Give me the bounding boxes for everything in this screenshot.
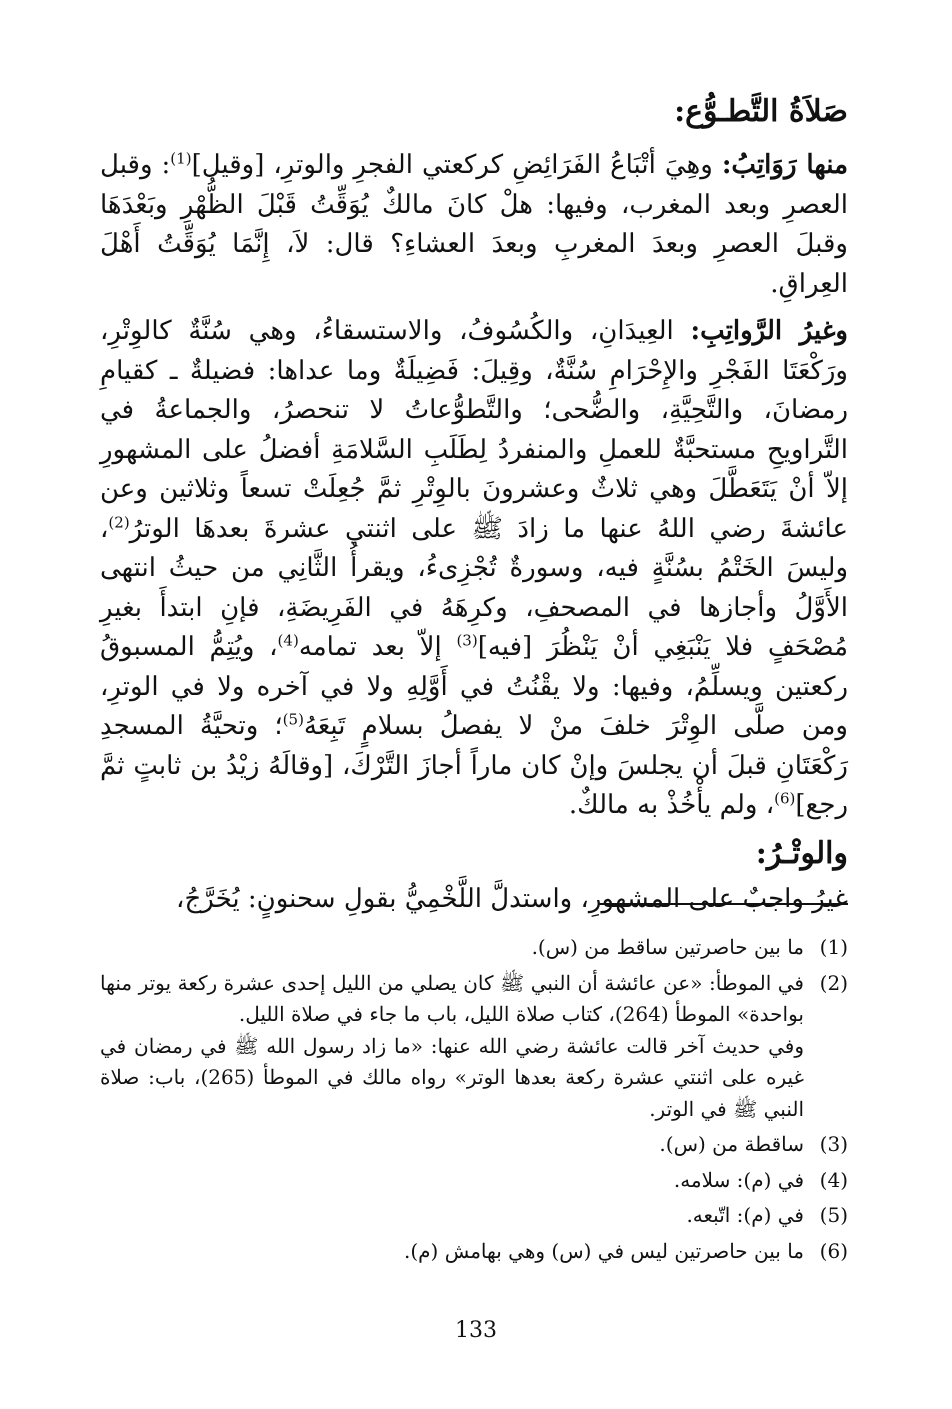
footnote-number: (5) (819, 1203, 848, 1227)
paragraph-text: : وقبل العصرِ وبعد المغرب، وفيها: هلْ كانَ مالكٌ يُوَقِّتُ قَبْلَ الظُّهْرِ وبَعْدَهَا وقبلَ العصرِ وبعدَ المغربِ وبعدَ العشاءِ؟ قال: لاَ، إِنَّمَا يُوَقِّتُ أَهْلَ العِراقِ. (100, 150, 848, 299)
footnote-marker-1: (1) (170, 149, 192, 168)
footnote-number: (3) (819, 1132, 848, 1156)
paragraph-text: ، ويُتِمُّ المسبوقُ ركعتين ويسلِّمُ، وفيها: ولا يقْنُتُ في أَوَّلِهِ ولا في آخره ولا في الوترِ، ومن صلَّى الوِتْرَ خلفَ منْ لا يفصلُ بسلامٍ تَبِعَهُ (100, 632, 848, 741)
footnotes-section (100, 932, 848, 1271)
footnote-line: ما بين حاصرتين ليس في (س) وهي بهامش (م). (404, 1238, 804, 1263)
footnote-item (100, 1200, 848, 1232)
footnote-line: ما بين حاصرتين ساقط من (س). (531, 935, 804, 959)
footnote-marker-5: (5) (282, 710, 304, 729)
footnote-text (100, 1129, 804, 1161)
footnote-number: (2) (819, 970, 848, 995)
footnote-line: في (م): سلامه. (673, 1167, 804, 1192)
paragraph-text: ؛ وتحيَّةُ المسجدِ رَكْعَتَانِ قبلَ أن يجلسَ وإنْ كان ماراً أجازَ التَّرْكَ، [وقالَهُ زيْدُ بن ثابتٍ ثمَّ رجع] (100, 711, 848, 820)
footnote-line: ساقطة من (س). (659, 1132, 804, 1156)
footnote-marker-2: (2) (108, 512, 130, 531)
lead-term-rawatib: منها رَوَاتِبُ: (721, 150, 848, 180)
paragraph-text: وهِيَ أتْبَاعُ الفَرَائِضِ كركعتي الفجرِ والوترِ، [وقيل] (191, 150, 722, 180)
paragraph-rawatib (100, 146, 848, 304)
paragraph-non-rawatib (100, 312, 848, 826)
footnote-marker-3: (3) (456, 631, 478, 650)
footnote-number: (4) (819, 1167, 848, 1192)
footnote-item (100, 1236, 848, 1268)
paragraph-text: العِيدَانِ، والكُسُوفُ، والاستسقاءُ، وهي سُنَّةٌ كالوِتْرِ، ورَكْعَتَا الفَجْرِ والإِحْرَامِ سُنَّةٌ، وقِيلَ: فَضِيلَةٌ وما عداها: فضيلةٌ ـ كقيامِ رمضانَ، والتَّحِيَّةِ، والضُّحى؛ والتَّطوُّعاتُ لا تنحصرُ، والجماعةُ في التَّراويحِ مستحبَّةٌ للعملِ والمنفردُ لِطَلَبِ السَّلامَةِ أفضلُ على المشهورِ إلاّ أنْ يَتَعَطَّلَ وهي ثلاثٌ وعشرونَ بالوِتْرِ ثمَّ جُعِلَتْ تسعاً وثلاثين وعن عائشةَ رضي اللهُ عنها ما زادَ ﷺ على اثنتي عشرةَ بعدهَا الوترُ (100, 316, 848, 544)
section-title-voluntary-prayer: صَلاَةُ التَّطـوُّع: (674, 94, 848, 129)
paragraph-text: ، ولم يأْخُذْ به مالكٌ. (568, 790, 775, 820)
paragraph-text: إلاّ بعد تمامه (298, 632, 457, 662)
footnote-text (100, 1236, 804, 1268)
footnote-item (100, 1129, 848, 1161)
footnote-item (100, 968, 848, 1126)
footnote-item (100, 1165, 848, 1197)
footnote-line: وفي حديث آخر قالت عائشة رضي الله عنها: «ما زاد رسول الله ﷺ في رمضان في غيره على اثنتي عشرة ركعة بعدها الوتر» رواه مالك في الموطأ (265)، باب: صلاة النبي ﷺ في الوتر. (100, 1033, 804, 1121)
footnote-number: (6) (819, 1238, 848, 1263)
footnote-text (100, 968, 804, 1126)
footnote-item (100, 932, 848, 964)
footnote-number: (1) (819, 935, 848, 959)
footnote-line: في (م): اتّبعه. (686, 1203, 804, 1227)
footnote-text (100, 1165, 804, 1197)
lead-term-non-rawatib: وغيرُ الرَّواتِبِ: (690, 316, 848, 346)
paragraph-text: ، وليسَ الخَتْمُ بسُنَّةٍ فيه، وسورةٌ تُجْزِىءُ، ويقرأُ الثَّانِي من حيثُ انتهى الأَوَّلُ وأجازها في المصحفِ، وكرِهَهُ في الفَرِيضَةِ، فإنِ ابتدأَ بغيرِ مُصْحَفٍ فلا يَنْبَغِي أنْ يَنْظُرَ [فيه] (100, 513, 849, 662)
paragraph-witr: غيرُ واجبٌ على المشهورِ، واستدلَّ اللَّخْمِيُّ بقولِ سحنونٍ: يُخَرَّجُ، (176, 883, 848, 914)
section-title-witr: والوتْـرُ: (755, 835, 848, 871)
footnote-text (100, 932, 804, 964)
footnote-marker-4: (4) (277, 631, 299, 650)
footnote-separator-rule (598, 903, 848, 905)
footnote-line: في الموطأ: «عن عائشة أن النبي ﷺ كان يصلي من الليل إحدى عشرة ركعة يوتر منها بواحدة» الموطأ (264)، كتاب صلاة الليل، باب ما جاء في صلاة الليل. (100, 970, 804, 1026)
page-number: 133 (455, 1318, 497, 1343)
footnote-text (100, 1200, 804, 1232)
footnote-marker-6: (6) (774, 789, 796, 808)
